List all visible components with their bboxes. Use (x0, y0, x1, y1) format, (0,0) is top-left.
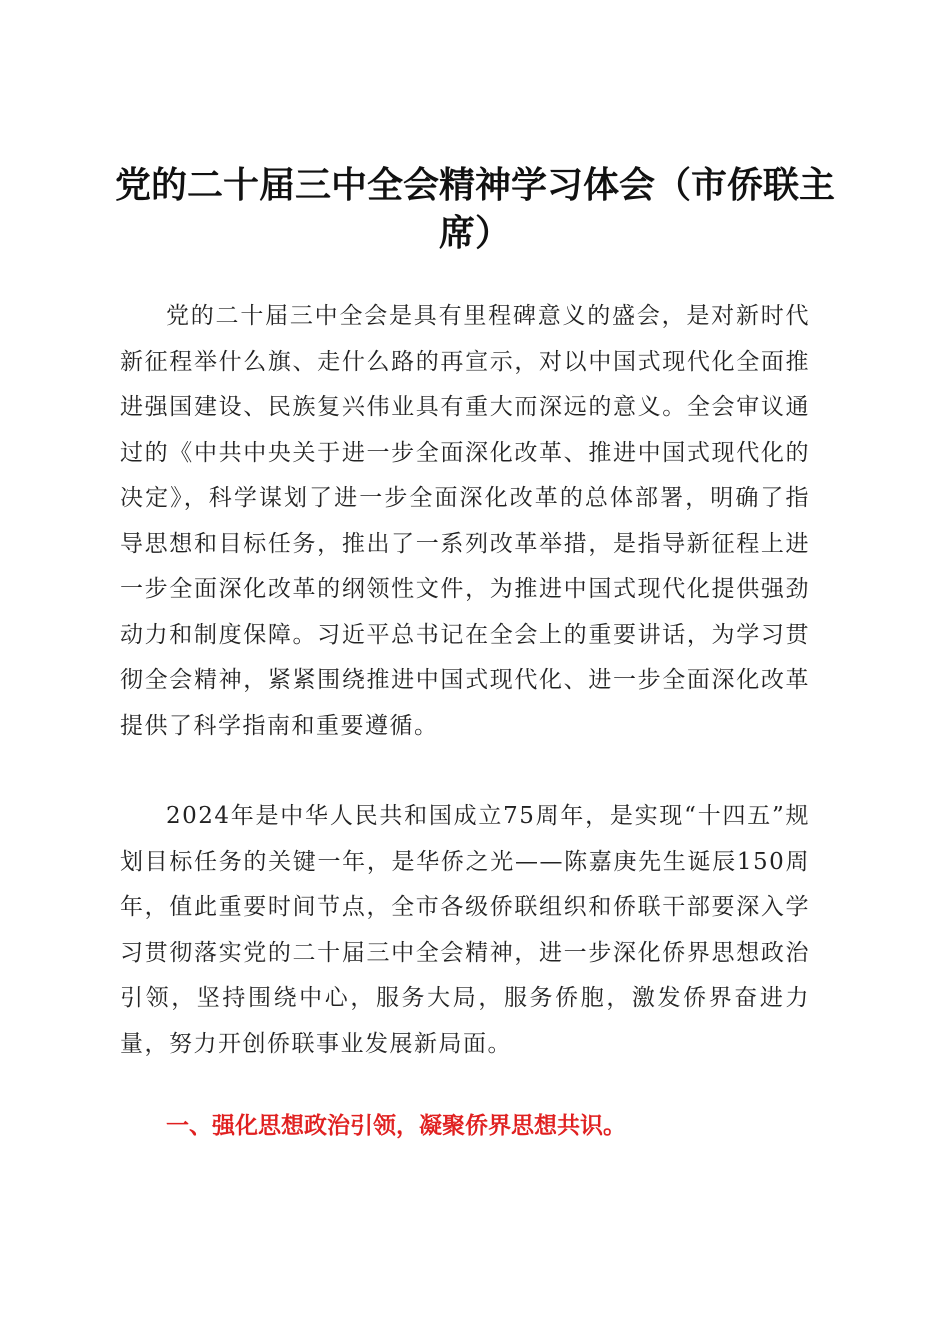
section-heading-1: 一、强化思想政治引领，凝聚侨界思想共识。 (166, 1113, 626, 1139)
document-title: 党的二十届三中全会精神学习体会（市侨联主席） (114, 165, 835, 254)
paragraph-intro: 党的二十届三中全会是具有里程碑意义的盛会，是对新时代新征程举什么旗、走什么路的再宣示，对以中国式现代化全面推进强国建设、民族复兴伟业具有重大而深远的意义。全会审议通过的《中共中央关于进一步全面深化改革、推进中国式现代化的决定》，科学谋划了进一步全面深化改革的总体部署，明确了指导思想和目标任务，推出了一系列改革举措，是指导新征程上进一步全面深化改革的纲领性文件，为推进中国式现代化提供强劲动力和制度保障。习近平总书记在全会上的重要讲话，为学习贯彻全会精神，紧紧围绕推进中国式现代化、进一步全面深化改革提供了科学指南和重要遵循。 (120, 303, 810, 739)
paragraph-2024-context: 2024年是中华人民共和国成立75周年，是实现“十四五”规划目标任务的关键一年，是华侨之光——陈嘉庚先生诞辰150周年，值此重要时间节点，全市各级侨联组织和侨联干部要深入学习贯彻落实党的二十届三中全会精神，进一步深化侨界思想政治引领，坚持围绕中心，服务大局，服务侨胞，激发侨界奋进力量，努力开创侨联事业发展新局面。 (120, 803, 810, 1057)
